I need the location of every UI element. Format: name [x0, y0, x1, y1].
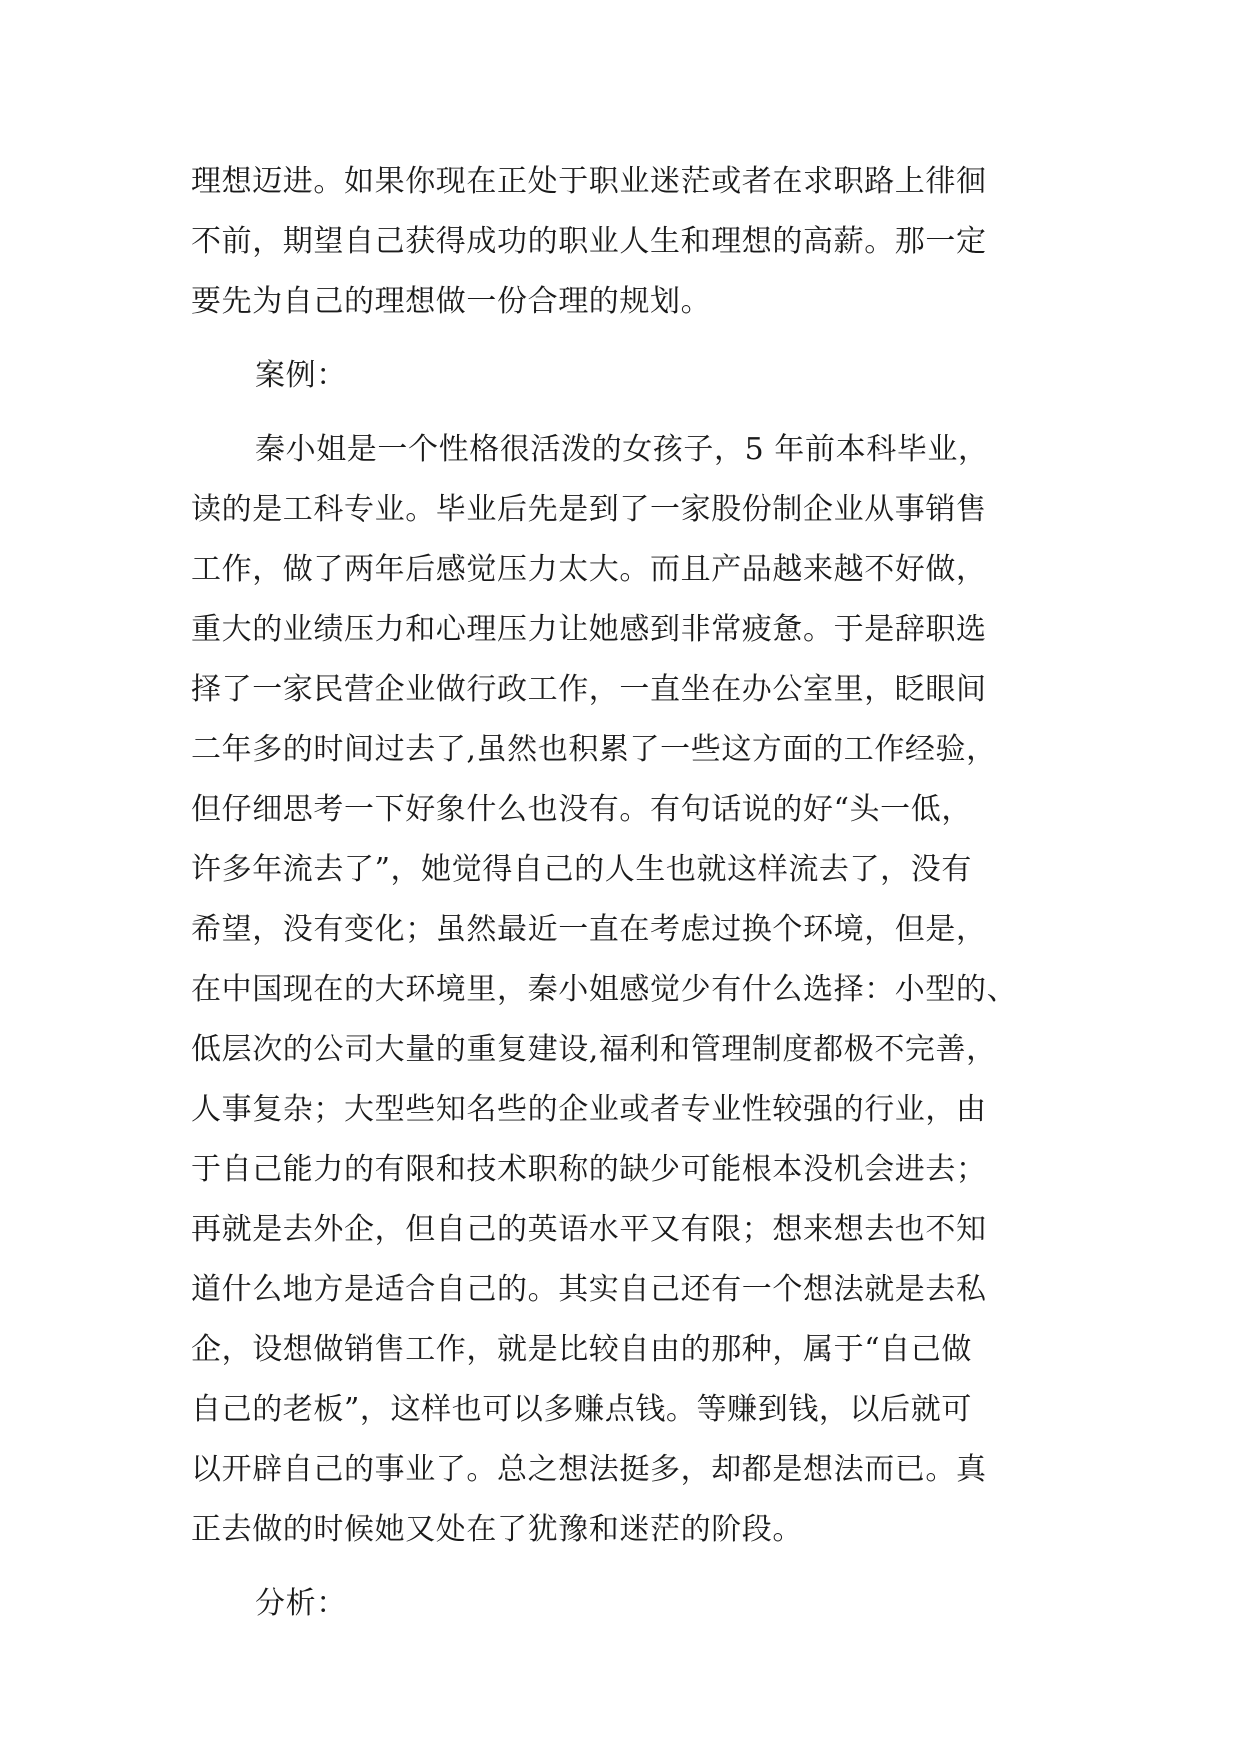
paragraph-line: 重大的业绩压力和心理压力让她感到非常疲惫。于是辞职选 — [191, 612, 987, 647]
paragraph-line: 择了一家民营企业做行政工作，一直坐在办公室里，眨眼间 — [191, 672, 987, 707]
paragraph-line: 人事复杂；大型些知名些的企业或者专业性较强的行业，由 — [191, 1092, 987, 1127]
paragraph-line: 但仔细思考一下好象什么也没有。有句话说的好“头一低， — [191, 792, 972, 827]
paragraph-line: 再就是去外企，但自己的英语水平又有限；想来想去也不知 — [191, 1212, 987, 1247]
paragraph-line: 在中国现在的大环境里，秦小姐感觉少有什么选择：小型的、 — [191, 972, 1018, 1007]
paragraph-line: 以开辟自己的事业了。总之想法挺多，却都是想法而已。真 — [191, 1452, 987, 1487]
paragraph-line: 工作，做了两年后感觉压力太大。而且产品越来越不好做， — [191, 552, 987, 587]
section-heading-analysis: 分析： — [255, 1586, 347, 1621]
paragraph-line: 企，设想做销售工作，就是比较自由的那种，属于“自己做 — [191, 1332, 972, 1367]
paragraph-line: 不前，期望自己获得成功的职业人生和理想的高薪。那一定 — [191, 224, 987, 259]
paragraph-line: 读的是工科专业。毕业后先是到了一家股份制企业从事销售 — [191, 492, 987, 527]
paragraph-line: 要先为自己的理想做一份合理的规划。 — [191, 284, 712, 319]
section-heading-case: 案例： — [255, 358, 347, 393]
document-body — [191, 152, 1051, 1634]
paragraph-line: 二年多的时间过去了,虽然也积累了一些这方面的工作经验， — [191, 732, 997, 767]
paragraph-line: 正去做的时候她又处在了犹豫和迷茫的阶段。 — [191, 1512, 803, 1547]
paragraph-line: 道什么地方是适合自己的。其实自己还有一个想法就是去私 — [191, 1272, 987, 1307]
paragraph-line: 低层次的公司大量的重复建设,福利和管理制度都极不完善， — [191, 1032, 997, 1067]
paragraph-line: 许多年流去了”，她觉得自己的人生也就这样流去了，没有 — [191, 852, 972, 887]
paragraph-line: 理想迈进。如果你现在正处于职业迷茫或者在求职路上徘徊 — [191, 164, 987, 199]
paragraph-line: 秦小姐是一个性格很活泼的女孩子，5 年前本科毕业， — [255, 432, 989, 467]
paragraph-line: 希望，没有变化；虽然最近一直在考虑过换个环境，但是， — [191, 912, 987, 947]
paragraph-line: 自己的老板”，这样也可以多赚点钱。等赚到钱，以后就可 — [191, 1392, 972, 1427]
paragraph-line: 于自己能力的有限和技术职称的缺少可能根本没机会进去； — [191, 1152, 987, 1187]
